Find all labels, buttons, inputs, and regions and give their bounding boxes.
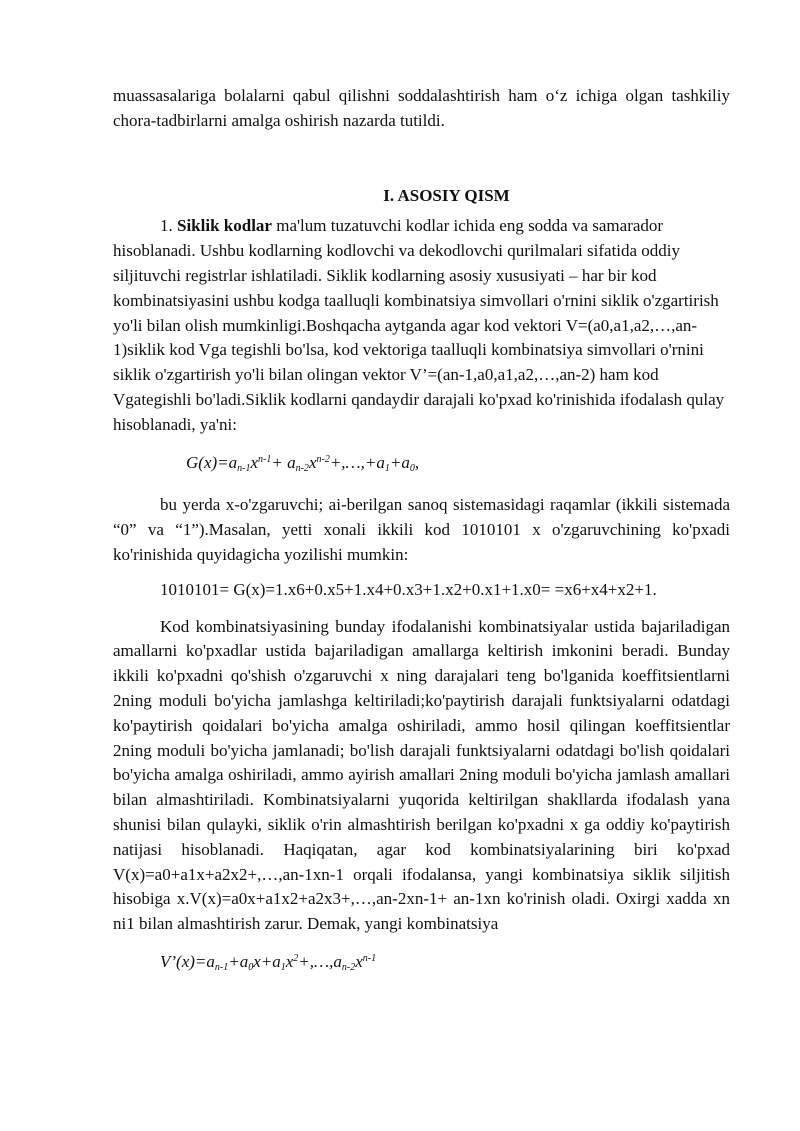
paragraph-body: ma'lum tuzatuvchi kodlar ichida eng sodda va samarador hisoblanadi. Ushbu kodlarning kodlovchi va dekodlovchi qurilmalari sifatida oddiy siljituvchi registrlar ishlatiladi. Siklik kodlarning asosiy xususiyati – har bir kod kombinatsiyasini ushbu kodga taalluqli kombinatsiya simvollari o'rnini siklik o'zgartirish yo'li bilan olish mumkinligi.Boshqacha aytganda agar kod vektori V=(a0,a1,a2,…,an-1)siklik kod Vga tegishli bo'lsa, kod vektoriga taalluqli kombinatsiya simvollari o'rnini siklik o'zgartirish yo'li bilan olingan vektor V’=(an-1,a0,a1,a2,…,an-2) ham kod Vgategishli bo'ladi.Siklik kodlarni qandaydir darajali ko'pxad ko'rinishida ifodalash qulay hisoblanadi, ya'ni: xyxy=(113,216,725,434)
equation-binary-polynomial: 1010101= G(x)=1.x6+0.x5+1.x4+0.x3+1.x2+0.x1+1.x0= =x6+x4+x2+1. xyxy=(160,579,657,599)
paragraph-number: 1. xyxy=(160,216,177,236)
paragraph-example: bu yerda x-o'zgaruvchi; ai-berilgan sanoq sistemasidagi raqamlar (ikkili sistemada “0” va “1”).Masalan, yetti xonali ikkili kod 1010101 x o'zgaruvchining ko'pxadi ko'rinishida quyidagicha yozilishi mumkin: xyxy=(113,495,730,564)
section-heading: I. ASOSIY QISM xyxy=(383,185,510,205)
paragraph-operations: Kod kombinatsiyasining bunday ifodalanishi kombinatsiyalar ustida bajariladigan amallarni ko'pxadlar ustida bajariladigan amallarga keltirish imkonini beradi. Bunday ikkili ko'pxadni qo'shish o'zgaruvchi x ning darajalari teng bo'lganida koeffitsientlarni 2ning moduli bo'yicha jamlashga keltiriladi;ko'paytirish darajali funktsiyalarni odatdagi ko'paytirish qoidalari bo'yicha amalga oshiriladi, ammo hosil qilingan koeffitsientlar 2ning moduli bo'yicha jamlanadi; bo'lish darajali funktsiyalarni odatdagi bo'lish qoidalari bo'yicha amalga oshiriladi, ammo ayirish amallari 2ning moduli bo'yicha jamlash amallari bilan almashtiriladi. Kombinatsiyalarni yuqorida keltirilgan shakllarda ifodalash yana shunisi bilan qulayki, siklik o'rin almashtirish berilgan ko'pxadni x ga oddiy ko'paytirish natijasi hisoblanadi. Haqiqatan, agar kod kombinatsiyalarining biri ko'pxad V(x)=a0+a1x+a2x2+,…,an-1xn-1 orqali ifodalansa, yangi kombinatsiya siklik siljitish hisobiga x.V(x)=a0x+a1x2+a2x3+,…,an-2xn-1+ an-1xn ko'rinish oladi. Oxirgi xadda xn ni1 bilan almashtirish zarur. Demak, yangi kombinatsiya xyxy=(113,616,730,934)
term-siklik-kodlar: Siklik kodlar xyxy=(177,216,272,236)
intro-paragraph: muassasalariga bolalarni qabul qilishni soddalashtirish ham o‘z ichiga olgan tashkiliy chora-tadbirlarni amalga oshirish nazarda tutildi. xyxy=(113,86,730,130)
formula-v-prime-x: $V’(x)=a_{n-1}+a_0x+a_1x^2+,\dots,a_{n-2}x^{n-1}$ xyxy=(160,951,377,973)
paragraph-siklik-kodlar xyxy=(113,214,730,437)
document-page xyxy=(113,84,730,981)
formula-g-x: $G(x)=a_{n-1}x^{n-1}+$ $a_{n-2}x^{n-2}+,\dots,+a_1+a_0$, xyxy=(186,452,420,474)
